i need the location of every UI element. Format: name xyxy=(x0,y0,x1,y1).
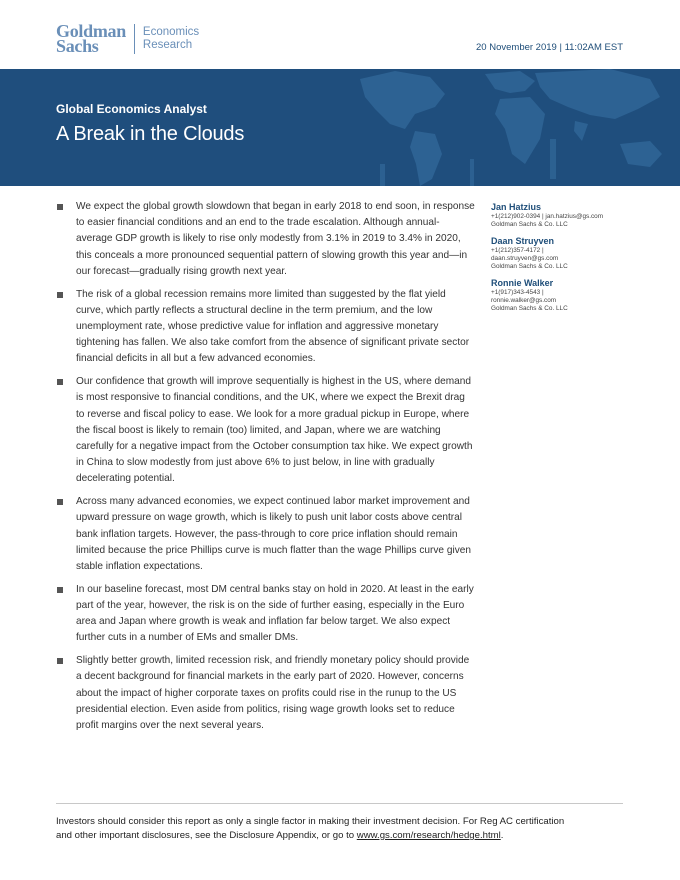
logo-wordmark xyxy=(56,21,126,56)
key-point-text: We expect the global growth slowdown that began in early 2018 to end soon, in response to easier financial conditions and an end to the trade escalation. Although annual-average GDP growth is likely to rise only modestly from 3.1% in 2019 to 3.4% in 2020, this conceals a more pronounced sequential pattern of slowing growth this year and—in our forecast—gradually rising growth next year. xyxy=(76,201,475,277)
goldman-sachs-logo xyxy=(56,21,200,56)
disclosure-footer xyxy=(56,815,576,843)
author-firm: Goldman Sachs & Co. LLC xyxy=(491,305,568,312)
key-point xyxy=(56,199,476,280)
key-point-text: Slightly better growth, limited recession risk, and friendly monetary policy should provide a decent background for financial markets in the early part of 2020. However, concerns about the impact of higher corporate taxes on profits could rise in the runup to the US presidential election. Even aside from politics, rising wage growth looks set to reduce profit margins over the next several years. xyxy=(76,655,470,732)
author-firm: Goldman Sachs & Co. LLC xyxy=(491,221,568,228)
authors-sidebar xyxy=(491,201,631,319)
author-block xyxy=(491,235,631,271)
author-contact: +1(212)357-4172 | xyxy=(491,247,544,254)
logo-divider xyxy=(134,24,135,54)
department-line-2: Research xyxy=(142,39,193,51)
key-point xyxy=(56,374,476,487)
bullet-square-icon xyxy=(57,658,63,664)
report-title: A Break in the Clouds xyxy=(56,123,245,145)
disclosure-text: Investors should consider this report as only a single factor in making their investment decision. For Reg AC certification and other important disclosures, see the Disclosure Appendix, or go to xyxy=(56,816,565,841)
key-point xyxy=(56,582,476,647)
footer-divider xyxy=(56,803,623,804)
author-name[interactable]: Ronnie Walker xyxy=(491,278,554,288)
author-name[interactable]: Jan Hatzius xyxy=(491,202,542,212)
report-series: Global Economics Analyst xyxy=(56,102,207,116)
author-email[interactable]: daan.struyven@gs.com xyxy=(491,255,559,262)
key-point xyxy=(56,287,476,368)
bullet-square-icon xyxy=(57,499,63,505)
key-point-text: Our confidence that growth will improve sequentially is highest in the US, where demand is most responsive to financial conditions, and the UK, where we expect the Brexit drag to reverse and fiscal policy to ease. We look for a more gradual pickup in Europe, where the fiscal boost is likely to remain (too) limited, and Japan, where we are watching carefully for a negative impact from the October consumption tax hike. We expect growth in China to slow modestly from just above 6% to just below, in line with gradually decelerating potential. xyxy=(76,376,473,485)
bullet-square-icon xyxy=(57,379,63,385)
title-banner xyxy=(0,69,680,186)
author-block xyxy=(491,277,631,313)
world-map-graphic xyxy=(320,69,680,186)
key-point xyxy=(56,494,476,575)
key-point-text: Across many advanced economies, we expect continued labor market improvement and upward pressure on wage growth, which is likely to push unit labor costs above central bank inflation targets. However, the pass-through to core price inflation should remain limited because the price Phillips curve is much flatter than the wage Phillips curve given stable inflation expectations. xyxy=(76,496,471,573)
author-email[interactable]: ronnie.walker@gs.com xyxy=(491,297,557,304)
bullet-square-icon xyxy=(57,204,63,210)
key-points-list xyxy=(56,199,476,741)
author-name[interactable]: Daan Struyven xyxy=(491,236,555,246)
author-block xyxy=(491,201,631,229)
key-point-text: The risk of a global recession remains more limited than suggested by the flat yield curve, which partly reflects a structural decline in the term premium, and the low unemployment rate, whose predictive value for inflation and aggressive monetary tightening has fallen. We also take comfort from the absence of significant private sector financial deficits in all but a few advanced economies. xyxy=(76,288,470,365)
key-point-text: In our baseline forecast, most DM central banks stay on hold in 2020. At least in the early part of the year, however, the risk is on the side of further easing, especially in the Euro area and Japan where growth is weak and inflation far below target. We also expect further cuts in a number of EMs and smaller DMs. xyxy=(76,583,474,644)
department-line-1: Economics xyxy=(142,26,200,38)
department-label xyxy=(143,26,199,52)
publication-date: 20 November 2019 | 11:02AM EST xyxy=(476,42,623,53)
author-contact: +1(917)343-4543 | xyxy=(491,289,544,296)
author-contact[interactable]: +1(212)902-0394 | jan.hatzius@gs.com xyxy=(491,213,604,220)
author-firm: Goldman Sachs & Co. LLC xyxy=(491,263,568,270)
disclosure-period: . xyxy=(500,830,504,841)
disclosure-link[interactable]: www.gs.com/research/hedge.html xyxy=(356,830,501,841)
bullet-square-icon xyxy=(57,587,63,593)
logo-line-1: Goldman xyxy=(56,21,126,41)
logo-line-2: Sachs xyxy=(56,36,99,56)
bullet-square-icon xyxy=(57,292,63,298)
key-point xyxy=(56,653,476,734)
